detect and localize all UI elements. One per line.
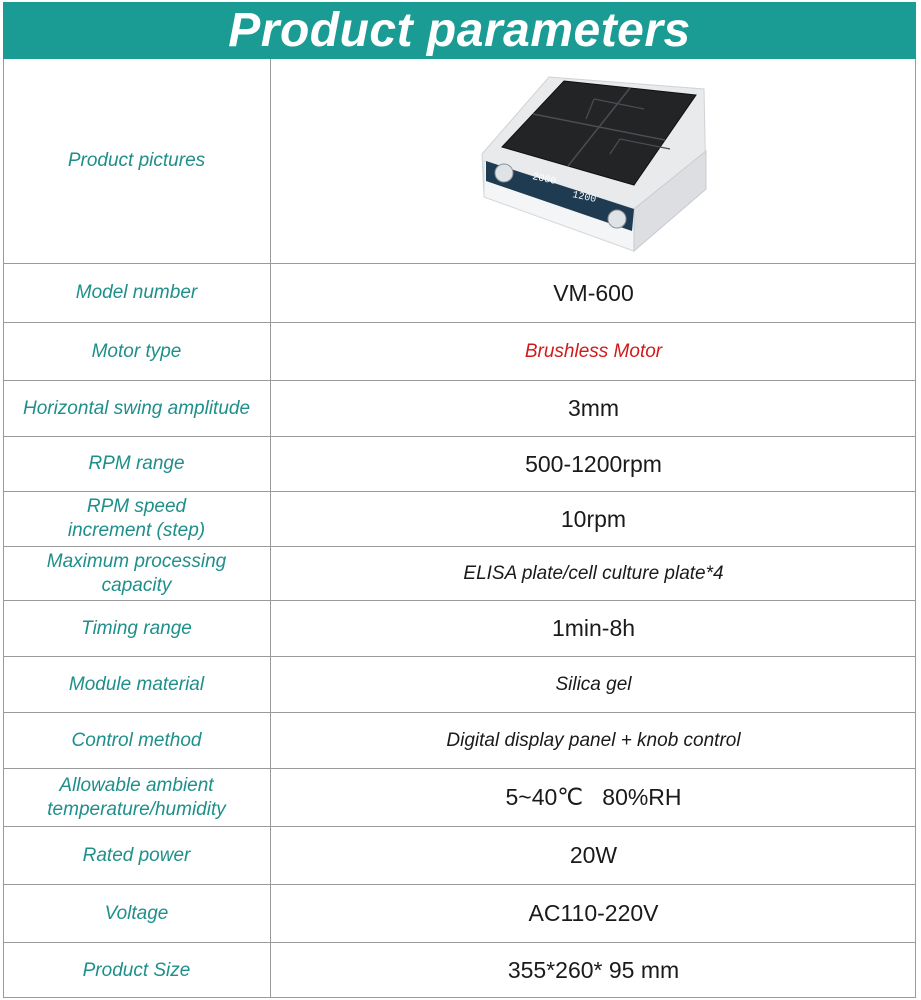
display-right: 1200 bbox=[570, 189, 597, 206]
table-row bbox=[3, 827, 916, 885]
row-value: 3mm bbox=[567, 395, 620, 421]
row-label: Maximum processing capacity bbox=[3, 547, 271, 600]
row-label: RPM speed increment (step) bbox=[3, 492, 271, 546]
row-label: Horizontal swing amplitude bbox=[3, 381, 271, 436]
row-label: Product pictures bbox=[3, 59, 271, 263]
table-row bbox=[3, 885, 916, 943]
row-value: ELISA plate/cell culture plate*4 bbox=[463, 562, 724, 584]
row-label: Model number bbox=[3, 264, 271, 322]
row-value: AC110-220V bbox=[528, 900, 659, 926]
row-value: Digital display panel + knob control bbox=[446, 729, 741, 751]
row-value: Silica gel bbox=[555, 673, 632, 695]
table-row bbox=[3, 769, 916, 827]
row-label: Product Size bbox=[3, 943, 271, 998]
page-title: Product parameters bbox=[228, 4, 691, 57]
row-value: 1min-8h bbox=[551, 615, 636, 641]
row-value: 5~40℃ 80%RH bbox=[505, 784, 682, 810]
table-row bbox=[3, 713, 916, 769]
row-value: 20W bbox=[569, 842, 618, 868]
table-row bbox=[3, 547, 916, 601]
orbital-shaker-image bbox=[474, 69, 714, 254]
product-picture bbox=[271, 59, 916, 263]
row-label: Control method bbox=[3, 713, 271, 768]
row-label: Voltage bbox=[3, 885, 271, 942]
table-row bbox=[3, 943, 916, 998]
row-value: Brushless Motor bbox=[524, 340, 663, 362]
table-row bbox=[3, 59, 916, 264]
row-value: 10rpm bbox=[560, 505, 627, 532]
row-label: Motor type bbox=[3, 323, 271, 380]
table-row bbox=[3, 381, 916, 437]
table-row bbox=[3, 601, 916, 657]
row-value: 500-1200rpm bbox=[525, 450, 662, 477]
row-value: VM-600 bbox=[553, 279, 634, 306]
row-label: RPM range bbox=[3, 437, 271, 491]
display-left: 2000 bbox=[530, 171, 557, 188]
table-row bbox=[3, 323, 916, 381]
row-value: 355*260* 95 mm bbox=[507, 957, 680, 983]
row-label: Rated power bbox=[3, 827, 271, 884]
table-row bbox=[3, 437, 916, 492]
table-row bbox=[3, 657, 916, 713]
table-row bbox=[3, 492, 916, 547]
header-banner bbox=[3, 2, 916, 59]
row-label: Timing range bbox=[3, 601, 271, 656]
row-label: Module material bbox=[3, 657, 271, 712]
table-row bbox=[3, 264, 916, 323]
row-label: Allowable ambient temperature/humidity bbox=[3, 769, 271, 826]
